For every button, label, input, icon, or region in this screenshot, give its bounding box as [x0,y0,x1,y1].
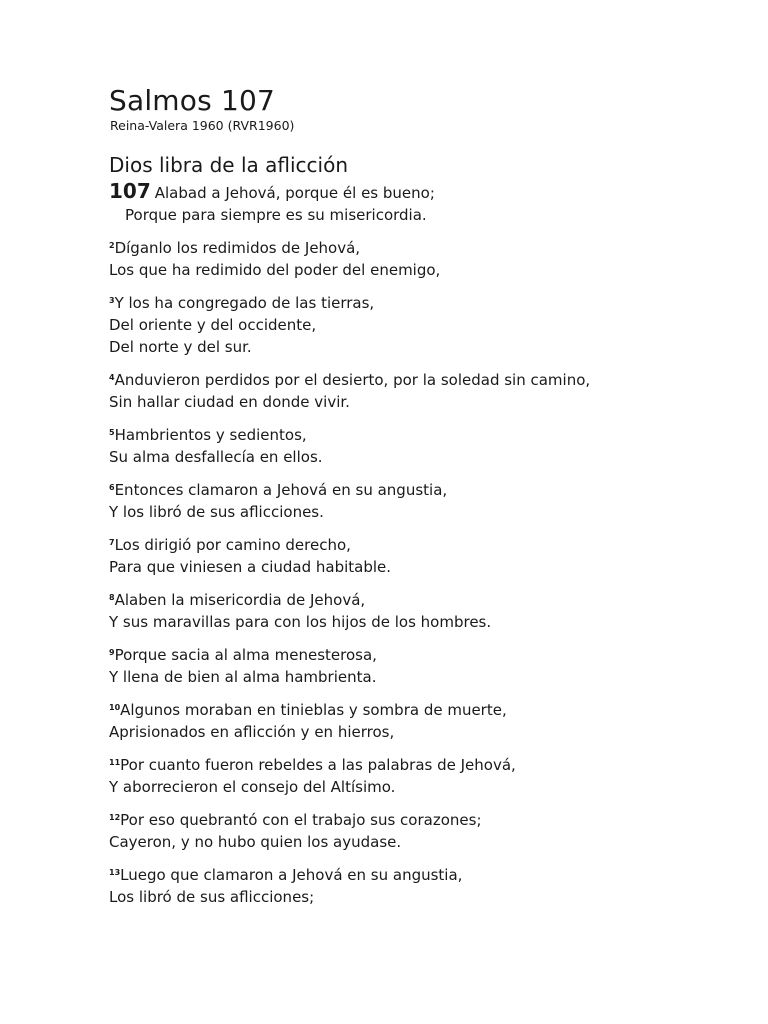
verse-line: Luego que clamaron a Jehová en su angustia, [120,866,463,884]
verse-line: Cayeron, y no hubo quien los ayudase. [109,833,402,851]
verse-line: Y los ha congregado de las tierras, [114,294,375,312]
verse-9 [109,642,739,688]
verse-number: 13 [109,868,121,877]
verse-number: 6 [109,483,115,492]
verse-line: Anduvieron perdidos por el desierto, por la soledad sin camino, [114,371,591,389]
verse-line: Alabad a Jehová, porque él es bueno; [154,184,435,202]
verse-number: 2 [109,241,115,250]
verse-7 [109,532,739,578]
verse-line: Por cuanto fueron rebeldes a las palabras de Jehová, [120,756,516,774]
verse-line: Su alma desfallecía en ellos. [109,448,323,466]
verse-line: Para que viniesen a ciudad habitable. [109,558,392,576]
verse-line: Y los libró de sus aflicciones. [109,503,324,521]
document-page [109,84,739,917]
verse-number: 4 [109,373,115,382]
verse-number: 7 [109,538,115,547]
verse-line: Y sus maravillas para con los hijos de los hombres. [109,613,492,631]
verse-12 [109,807,739,853]
verse-line: Hambrientos y sedientos, [114,426,307,444]
verse-line: Del norte y del sur. [109,338,252,356]
page-title: Salmos 107 [109,84,276,117]
verse-line: Y llena de bien al alma hambrienta. [109,668,377,686]
verse-number: 8 [109,593,115,602]
verse-line: Algunos moraban en tinieblas y sombra de muerte, [120,701,507,719]
chapter-number: 107 [109,179,151,203]
verse-line: Alaben la misericordia de Jehová, [114,591,366,609]
verse-6 [109,477,739,523]
verse-number: 9 [109,648,115,657]
verse-line: Aprisionados en aflicción y en hierros, [109,723,395,741]
verse-number: 11 [109,758,121,767]
verse-line: Díganlo los redimidos de Jehová, [114,239,361,257]
verse-number: 5 [109,428,115,437]
verse-line: Y aborrecieron el consejo del Altísimo. [109,778,396,796]
verse-number: 12 [109,813,121,822]
verse-11 [109,752,739,798]
verse-line: Los que ha redimido del poder del enemigo, [109,261,441,279]
verse-line: Por eso quebrantó con el trabajo sus corazones; [120,811,482,829]
verse-line: Los dirigió por camino derecho, [114,536,351,554]
verse-13 [109,862,739,908]
verse-line: Sin hallar ciudad en donde vivir. [109,393,350,411]
bible-version: Reina-Valera 1960 (RVR1960) [110,118,295,133]
verse-number: 3 [109,296,115,305]
verse-3 [109,290,739,358]
verse-line: Del oriente y del occidente, [109,316,317,334]
verse-4 [109,367,739,413]
verse-5 [109,422,739,468]
verse-1 [109,180,739,226]
verse-10 [109,697,739,743]
verse-line: Los libró de sus aflicciones; [109,888,315,906]
verse-2 [109,235,739,281]
section-heading: Dios libra de la aflicción [109,153,349,177]
verse-line: Porque sacia al alma menesterosa, [114,646,377,664]
verse-line: Porque para siempre es su misericordia. [125,206,427,224]
verse-number: 10 [109,703,121,712]
verse-8 [109,587,739,633]
verse-line: Entonces clamaron a Jehová en su angustia, [114,481,448,499]
